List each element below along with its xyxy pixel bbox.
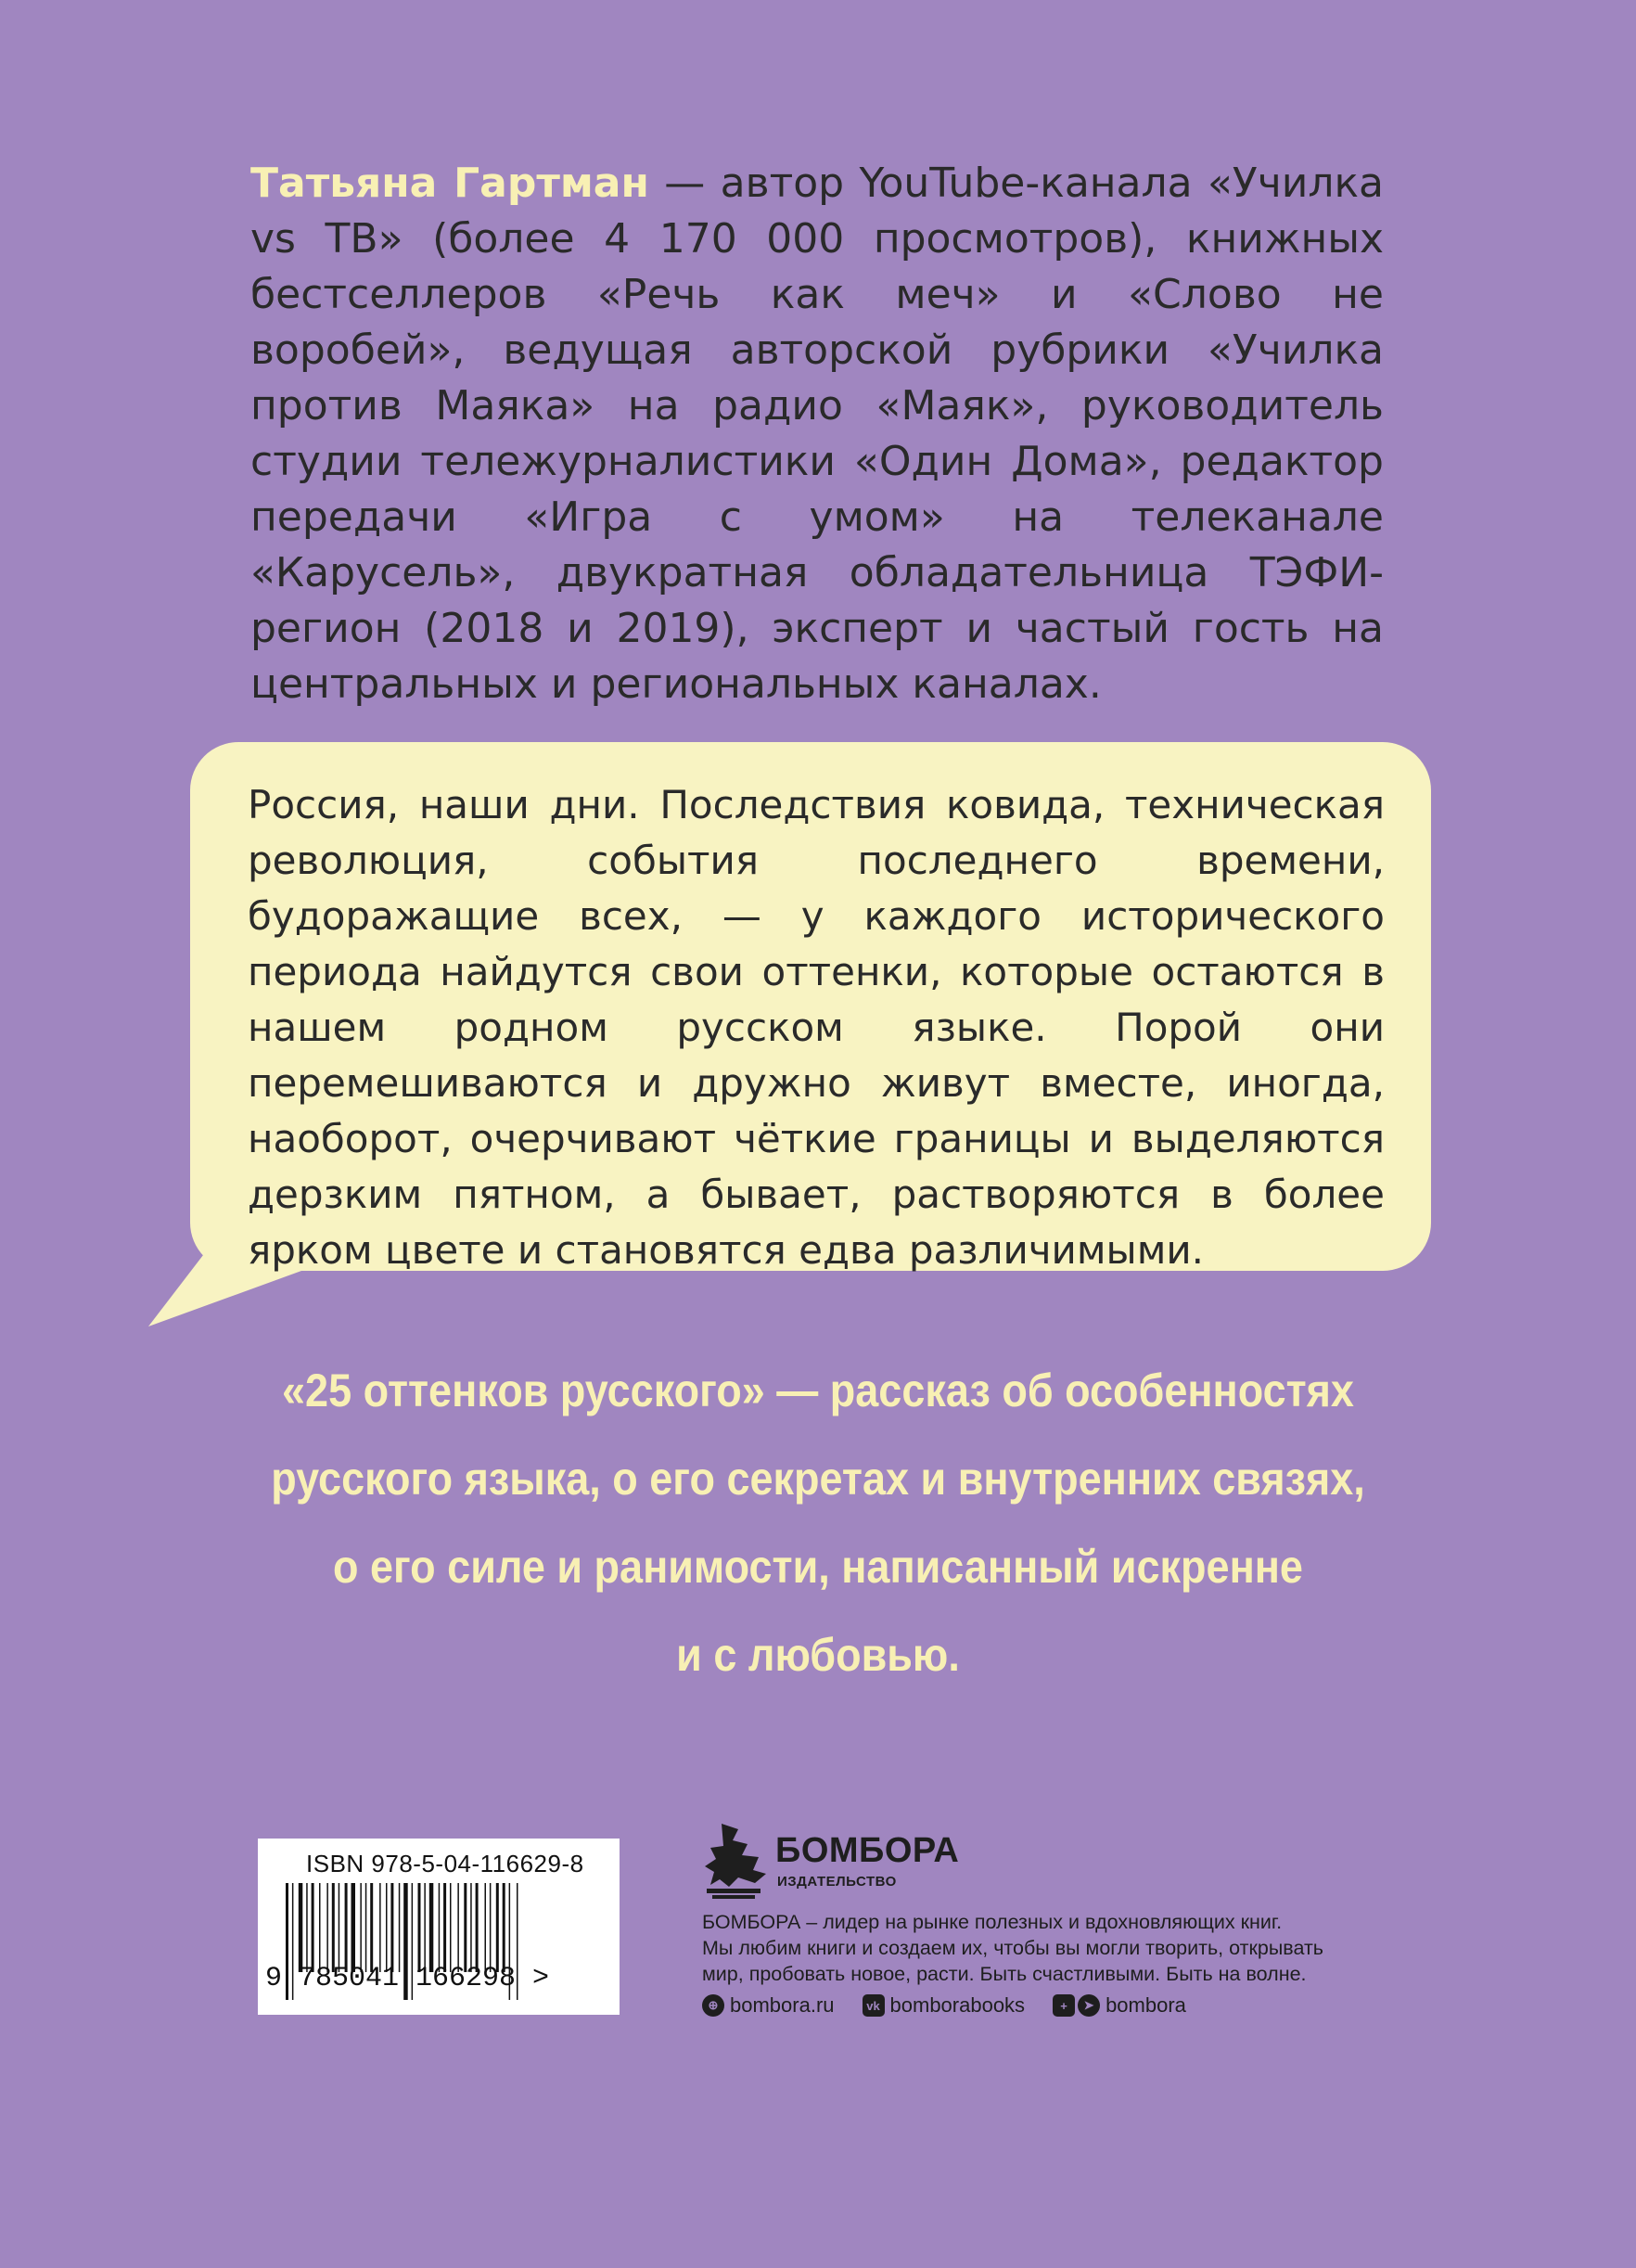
barcode-bar [326, 1883, 328, 1972]
publisher-socials [702, 1992, 1214, 2019]
author-bio-text: — автор YouTube-канала «Училка vs ТВ» (более 4 170 000 просмотров), книжных бестселлеров «Речь как меч» и «Слово не воробей», ведущая авторской рубрики «Училка против Маяка» на радио «Маяк», руководитель студии тележурналистики «Один Дома», редактор передачи «Игра с умом» на телеканале «Карусель», двукратная обладательница ТЭФИ-регион (2018 и 2019), эксперт и частый гость на центральных и региональных каналах. [250, 160, 1384, 708]
summary-line: «25 оттенков русского» — рассказ об особенностях [282, 1365, 1354, 1416]
barcode-bar [306, 1883, 308, 1972]
book-annotation: Россия, наши дни. Последствия ковида, техническая революция, события последнего времени, будоражащие всех, — у каждого исторического периода найдутся свои оттенки, которые остаются в нашем родном русском языке. Порой они перемешиваются и дружно живут вместе, иногда, наоборот, очерчивают чёткие границы и выделяются дерзким пятном, а бывает, растворяются в более ярком цвете и становятся едва различимыми. [248, 782, 1385, 1273]
summary-line: и с любовью. [676, 1629, 960, 1681]
social-vk[interactable] [863, 1993, 1026, 2018]
telegram-icon: ➤ [1078, 1994, 1100, 2017]
isbn-digits: 9 785041 166298 > [265, 1963, 550, 1994]
barcode-bar [339, 1883, 340, 1972]
social-label: bombora [1106, 1993, 1186, 2017]
barcode-bar [490, 1883, 492, 1972]
social-website[interactable] [702, 1993, 835, 2018]
barcode-bar [360, 1883, 362, 1972]
publisher-subtitle: ИЗДАТЕЛЬСТВО [777, 1874, 897, 1890]
summary-line: русского языка, о его секретах и внутренних связях, [271, 1453, 1365, 1505]
barcode-bar [379, 1883, 381, 1972]
author-name: Татьяна Гартман [250, 160, 649, 207]
barcode-bar [496, 1883, 499, 1972]
social-label: bomborabooks [889, 1993, 1026, 2017]
barcode-bar [351, 1883, 356, 1972]
barcode-bar [345, 1883, 348, 1972]
barcode-bar [319, 1883, 321, 1972]
barcode-bar [386, 1883, 388, 1972]
barcode-bar [418, 1883, 421, 1972]
barcode-bar [370, 1883, 373, 1972]
plus-icon: + [1053, 1994, 1075, 2017]
author-bio [250, 156, 1384, 712]
isbn-barcode-block [258, 1839, 620, 2015]
barcode-bar [450, 1883, 452, 1972]
barcode-bar [439, 1883, 441, 1972]
barcode-bar [503, 1883, 505, 1972]
summary-line: о его силе и ранимости, написанный искренне [333, 1541, 1303, 1593]
globe-icon: ⊕ [702, 1994, 724, 2017]
barcode-bar [429, 1883, 434, 1972]
barcode-bar [312, 1883, 314, 1972]
publisher-description-line: Мы любим книги и создаем их, чтобы вы могли творить, открывать [702, 1937, 1323, 1959]
vk-icon: vk [863, 1994, 885, 2017]
barcode-bar [476, 1883, 479, 1972]
social-telegram[interactable] [1053, 1993, 1186, 2018]
bombora-emblem-icon [701, 1820, 768, 1900]
barcode-bar [332, 1883, 335, 1972]
barcode-bar [299, 1883, 303, 1972]
barcode-bar [443, 1883, 446, 1972]
barcode-bar [470, 1883, 472, 1972]
publisher-description [702, 1909, 1388, 1987]
book-summary [232, 1347, 1404, 1699]
barcode-bar [390, 1883, 393, 1972]
barcode-bar [365, 1883, 367, 1972]
publisher-logo [701, 1820, 979, 1903]
publisher-description-line: мир, пробовать новое, расти. Быть счастливыми. Быть на волне. [702, 1963, 1307, 1985]
barcode-bar [464, 1883, 467, 1972]
isbn-label: ISBN 978-5-04-116629-8 [306, 1850, 584, 1877]
barcode-bar [424, 1883, 426, 1972]
barcode-bar [485, 1883, 487, 1972]
barcode-bar [399, 1883, 401, 1972]
publisher-name: БОМБОРА [775, 1831, 960, 1870]
social-label: bombora.ru [730, 1993, 835, 2017]
publisher-description-line: БОМБОРА – лидер на рынке полезных и вдохновляющих книг. [702, 1911, 1283, 1933]
barcode-bar [457, 1883, 459, 1972]
